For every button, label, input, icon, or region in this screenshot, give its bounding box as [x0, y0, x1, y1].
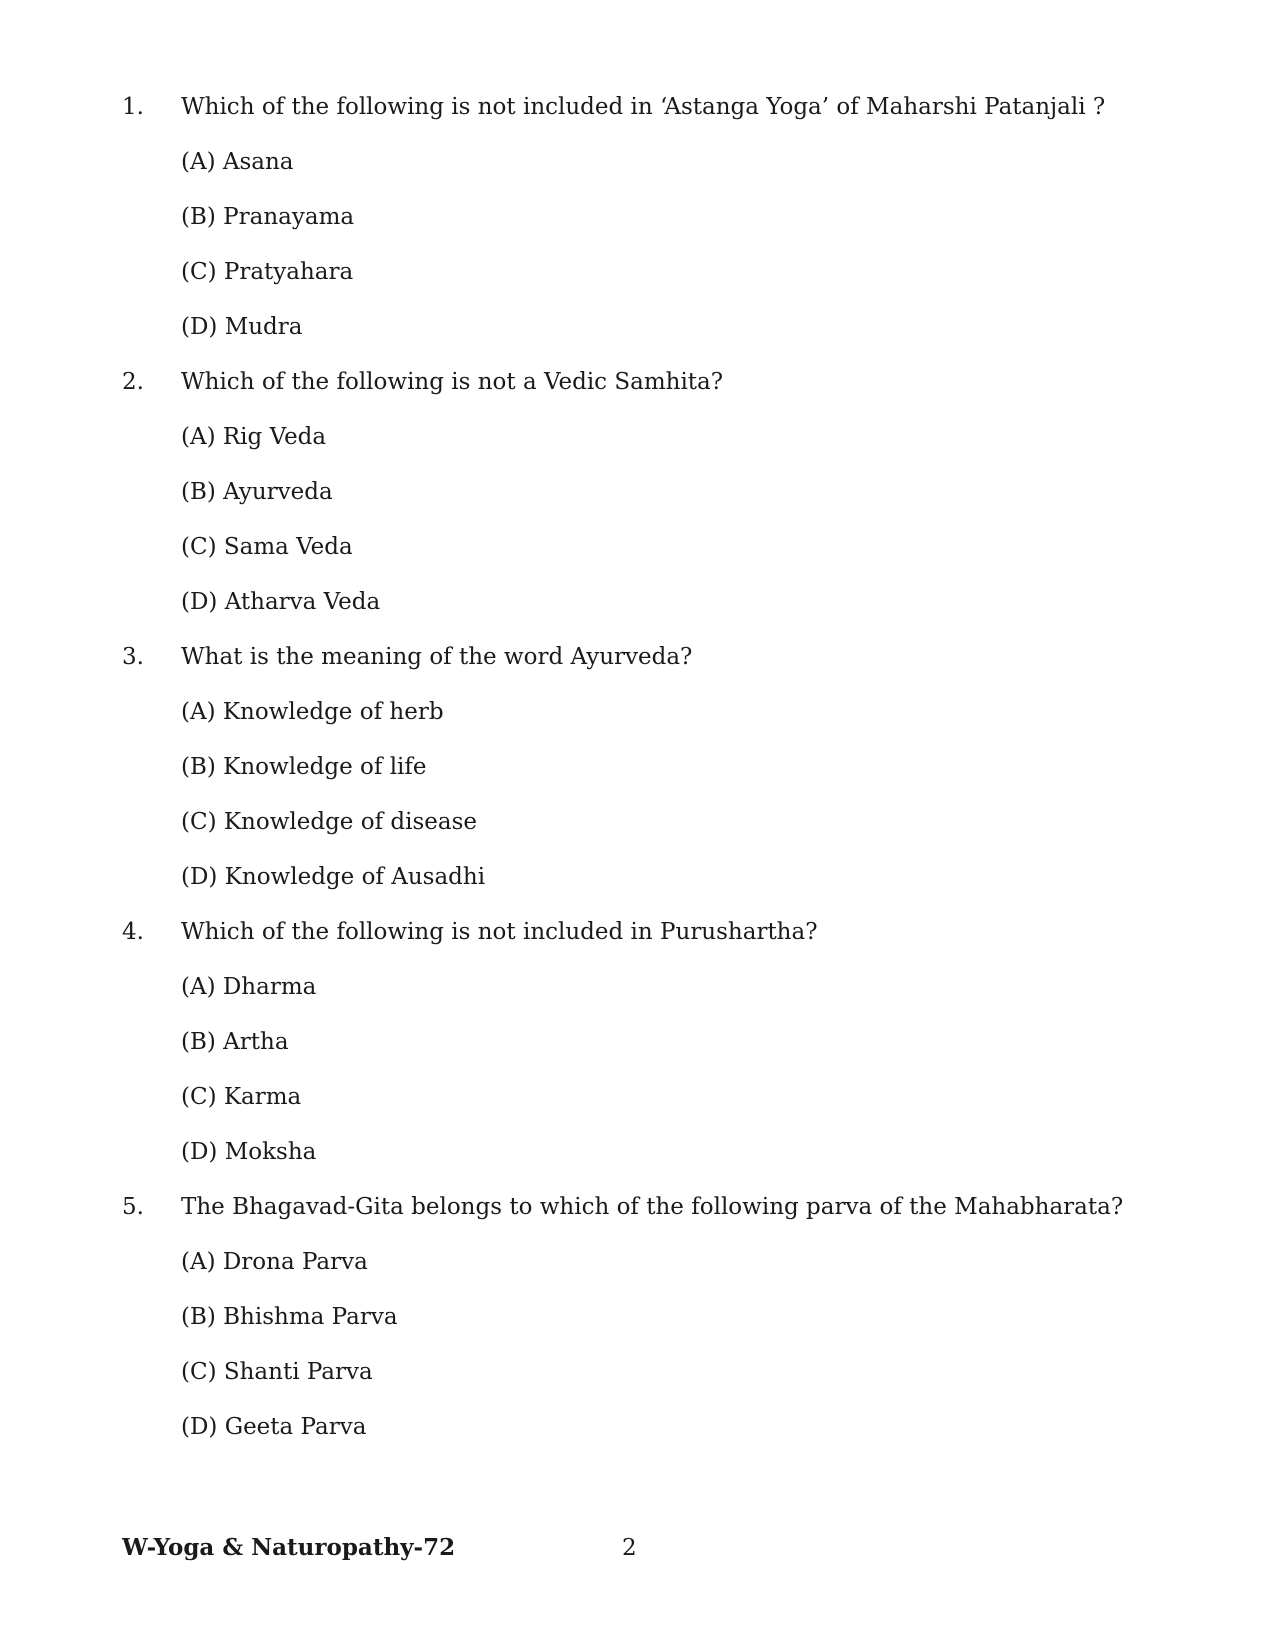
option-a: (A) Rig Veda: [181, 424, 327, 450]
question-5: [122, 1192, 1162, 1467]
page-number: 2: [622, 1535, 637, 1561]
option-b: (B) Ayurveda: [181, 479, 333, 505]
question-text: The Bhagavad-Gita belongs to which of the following parva of the Mahabharata?: [181, 1194, 1124, 1220]
paper-code: W-Yoga & Naturopathy-72: [122, 1534, 456, 1561]
option-b: (B) Pranayama: [181, 204, 355, 230]
question-stem: [122, 367, 1162, 422]
option-d: (D) Moksha: [181, 1139, 317, 1165]
question-text: Which of the following is not included in ‘Astanga Yoga’ of Maharshi Patanjali ?: [181, 94, 1106, 120]
question-text: What is the meaning of the word Ayurveda?: [181, 644, 693, 670]
option-c: (C) Sama Veda: [181, 534, 353, 560]
question-list: [122, 92, 1162, 1467]
question-number: 2.: [122, 369, 144, 395]
option-c: (C) Knowledge of disease: [181, 809, 478, 835]
question-stem: [122, 917, 1162, 972]
question-text: Which of the following is not included in Purushartha?: [181, 919, 818, 945]
option-a: (A) Dharma: [181, 974, 317, 1000]
question-stem: [122, 642, 1162, 697]
option-d: (D) Mudra: [181, 314, 303, 340]
question-3: [122, 642, 1162, 917]
question-number: 1.: [122, 94, 144, 120]
question-text: Which of the following is not a Vedic Samhita?: [181, 369, 724, 395]
question-1: [122, 92, 1162, 367]
option-b: (B) Knowledge of life: [181, 754, 427, 780]
question-stem: [122, 92, 1162, 147]
option-a: (A) Asana: [181, 149, 294, 175]
option-d: (D) Geeta Parva: [181, 1414, 367, 1440]
page-footer: [122, 1533, 1162, 1573]
question-stem: [122, 1192, 1162, 1247]
option-a: (A) Drona Parva: [181, 1249, 368, 1275]
question-4: [122, 917, 1162, 1192]
option-c: (C) Pratyahara: [181, 259, 354, 285]
option-d: (D) Knowledge of Ausadhi: [181, 864, 486, 890]
option-b: (B) Artha: [181, 1029, 289, 1055]
option-a: (A) Knowledge of herb: [181, 699, 444, 725]
option-c: (C) Shanti Parva: [181, 1359, 373, 1385]
question-number: 3.: [122, 644, 144, 670]
question-2: [122, 367, 1162, 642]
option-d: (D) Atharva Veda: [181, 589, 381, 615]
option-c: (C) Karma: [181, 1084, 302, 1110]
question-number: 5.: [122, 1194, 144, 1220]
option-b: (B) Bhishma Parva: [181, 1304, 398, 1330]
question-number: 4.: [122, 919, 144, 945]
